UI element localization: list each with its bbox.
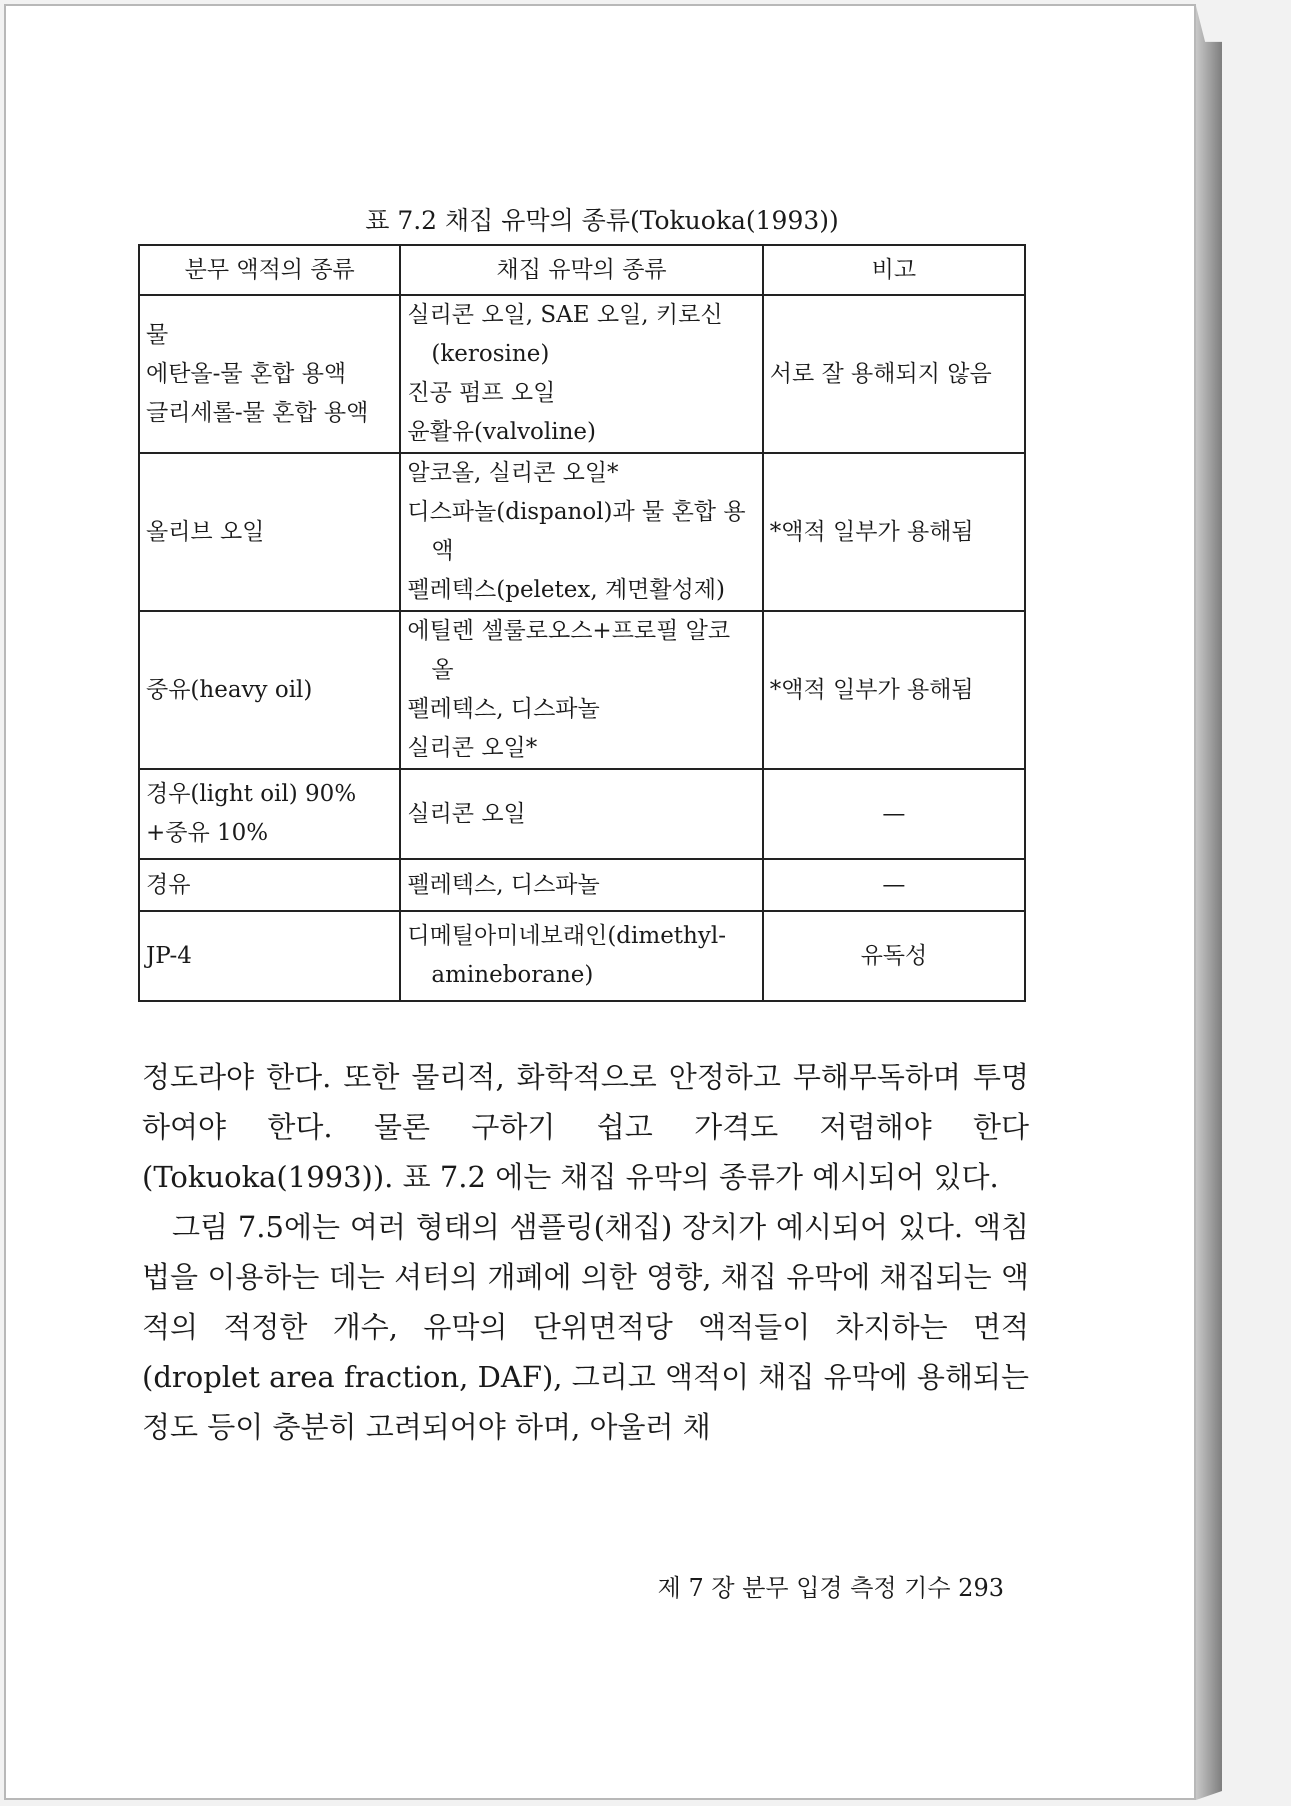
remarks-cell: — [763,769,1025,859]
remarks-cell: 서로 잘 용해되지 않음 [763,295,1025,453]
table-row [139,911,1025,1001]
paragraph: 정도라야 한다. 또한 물리적, 화학적으로 안정하고 무해무독하며 투명하여야 한다. 물론 구하기 쉽고 가격도 저렴해야 한다 (Tokuoka(1993)). 표 7.2 에는 채집 유막의 종류가 예시되어 있다. [142,1060,1029,1194]
table-row [139,859,1025,911]
droplet-cell: 올리브 오일 [139,453,400,611]
droplet-cell: JP-4 [139,911,400,1001]
header-remarks: 비고 [763,245,1025,295]
page-footer: 제 7 장 분무 입경 측정 기수 293 [657,1574,1004,1602]
table-header-row [139,245,1025,295]
oil-film-cell: 디메틸아미네보래인(dimethyl- amineborane) [400,911,762,1001]
table-row [139,611,1025,769]
oil-film-table [138,244,1026,1002]
table-caption: 표 7.2 채집 유막의 종류(Tokuoka(1993)) [365,206,839,235]
paragraph: 그림 7.5에는 여러 형태의 샘플링(채집) 장치가 예시되어 있다. 액침법을 이용하는 데는 셔터의 개폐에 의한 영향, 채집 유막에 채집되는 액적의 적정한 개수, 유막의 단위면적당 액적들이 차지하는 면적(droplet area fraction, DAF), 그리고 액적이 채집 유막에 용해되는 정도 등이 충분히 고려되어야 하며, 아울러 채 [142,1210,1029,1444]
oil-film-cell: 알코올, 실리콘 오일* 디스파놀(dispanol)과 물 혼합 용 액 펠레텍스(peletex, 계면활성제) [400,453,762,611]
remarks-cell: 유독성 [763,911,1025,1001]
oil-film-cell: 실리콘 오일, SAE 오일, 키로신 (kerosine) 진공 펌프 오일 윤활유(valvoline) [400,295,762,453]
book-page [4,4,1196,1800]
oil-film-cell: 실리콘 오일 [400,769,762,859]
droplet-cell: 물 에탄올-물 혼합 용액 글리세롤-물 혼합 용액 [139,295,400,453]
table-row [139,295,1025,453]
page-edge-shadow [1196,6,1222,1800]
oil-film-cell: 에틸렌 셀룰로오스+프로필 알코 올 펠레텍스, 디스파놀 실리콘 오일* [400,611,762,769]
header-droplet-type: 분무 액적의 종류 [139,245,400,295]
remarks-cell: — [763,859,1025,911]
body-text [142,1052,1029,1452]
remarks-cell: *액적 일부가 용해됨 [763,611,1025,769]
droplet-cell: 경우(light oil) 90% +중유 10% [139,769,400,859]
oil-film-cell: 펠레텍스, 디스파놀 [400,859,762,911]
remarks-cell: *액적 일부가 용해됨 [763,453,1025,611]
table-row [139,453,1025,611]
droplet-cell: 중유(heavy oil) [139,611,400,769]
table-row [139,769,1025,859]
header-oil-film-type: 채집 유막의 종류 [400,245,762,295]
droplet-cell: 경유 [139,859,400,911]
